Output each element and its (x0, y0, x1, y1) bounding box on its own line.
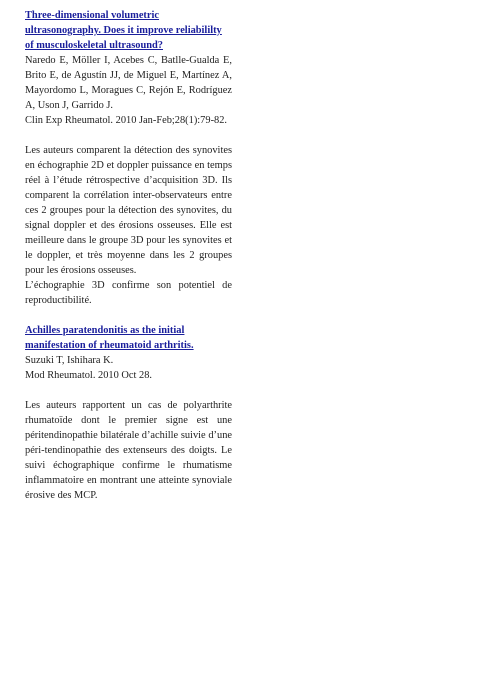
article-2-summary-paragraph: Les auteurs rapportent un cas de polyarthrite rhumatoïde dont le premier signe est une péritendinopathie bilatérale d’achille suivie d’une péri-tendinopathie des extenseurs des doigts. Le suivi échographique confirme le rhumatisme inflammatoire en montrant une atteinte synoviale érosive des MCP. (25, 400, 232, 501)
article-2-title-link[interactable]: Achilles paratendonitis as the initial manifestation of rheumatoid arthritis. (25, 325, 194, 351)
article-2 (25, 323, 232, 503)
article-2-meta (25, 353, 232, 383)
article-column (25, 8, 232, 503)
article-separator (25, 308, 232, 323)
article-2-title[interactable] (25, 323, 232, 353)
spacer (25, 383, 232, 398)
article-1-meta (25, 53, 232, 128)
article-1-summary-paragraph: Les auteurs comparent la détection des synovites en échographie 2D et doppler puissance en temps réel à l’étude rétrospective d’acquisition 3D. Ils comparent la corrélation inter-observateurs entre ces 2 groupes pour la détection des synovites, du signal doppler et des érosions osseuses. Elle est meilleure dans le groupe 3D pour les synovites et le doppler, et très moyenne dans les 2 groupes pour les érosions osseuses. (25, 145, 232, 276)
spacer (25, 128, 232, 143)
article-1-conclusion-paragraph: L’échographie 3D confirme son potentiel de reproductibilité. (25, 280, 232, 306)
article-1-title[interactable] (25, 8, 232, 53)
article-1-title-link[interactable]: Three-dimensional volumetric ultrasonography. Does it improve reliabililty of musculoskeletal ultrasound? (25, 10, 222, 51)
article-1 (25, 8, 232, 308)
article-1-citation: Clin Exp Rheumatol. 2010 Jan-Feb;28(1):79-82. (25, 115, 228, 126)
article-1-authors: Naredo E, Möller I, Acebes C, Batlle-Gualda E, Brito E, de Agustín JJ, de Miguel E, Martínez A, Mayordomo L, Moragues C, Rejón E, Rodríguez A, Uson J, Garrido J. (25, 55, 232, 111)
article-2-authors: Suzuki T, Ishihara K. (25, 355, 114, 366)
article-2-citation: Mod Rheumatol. 2010 Oct 28. (25, 370, 152, 381)
